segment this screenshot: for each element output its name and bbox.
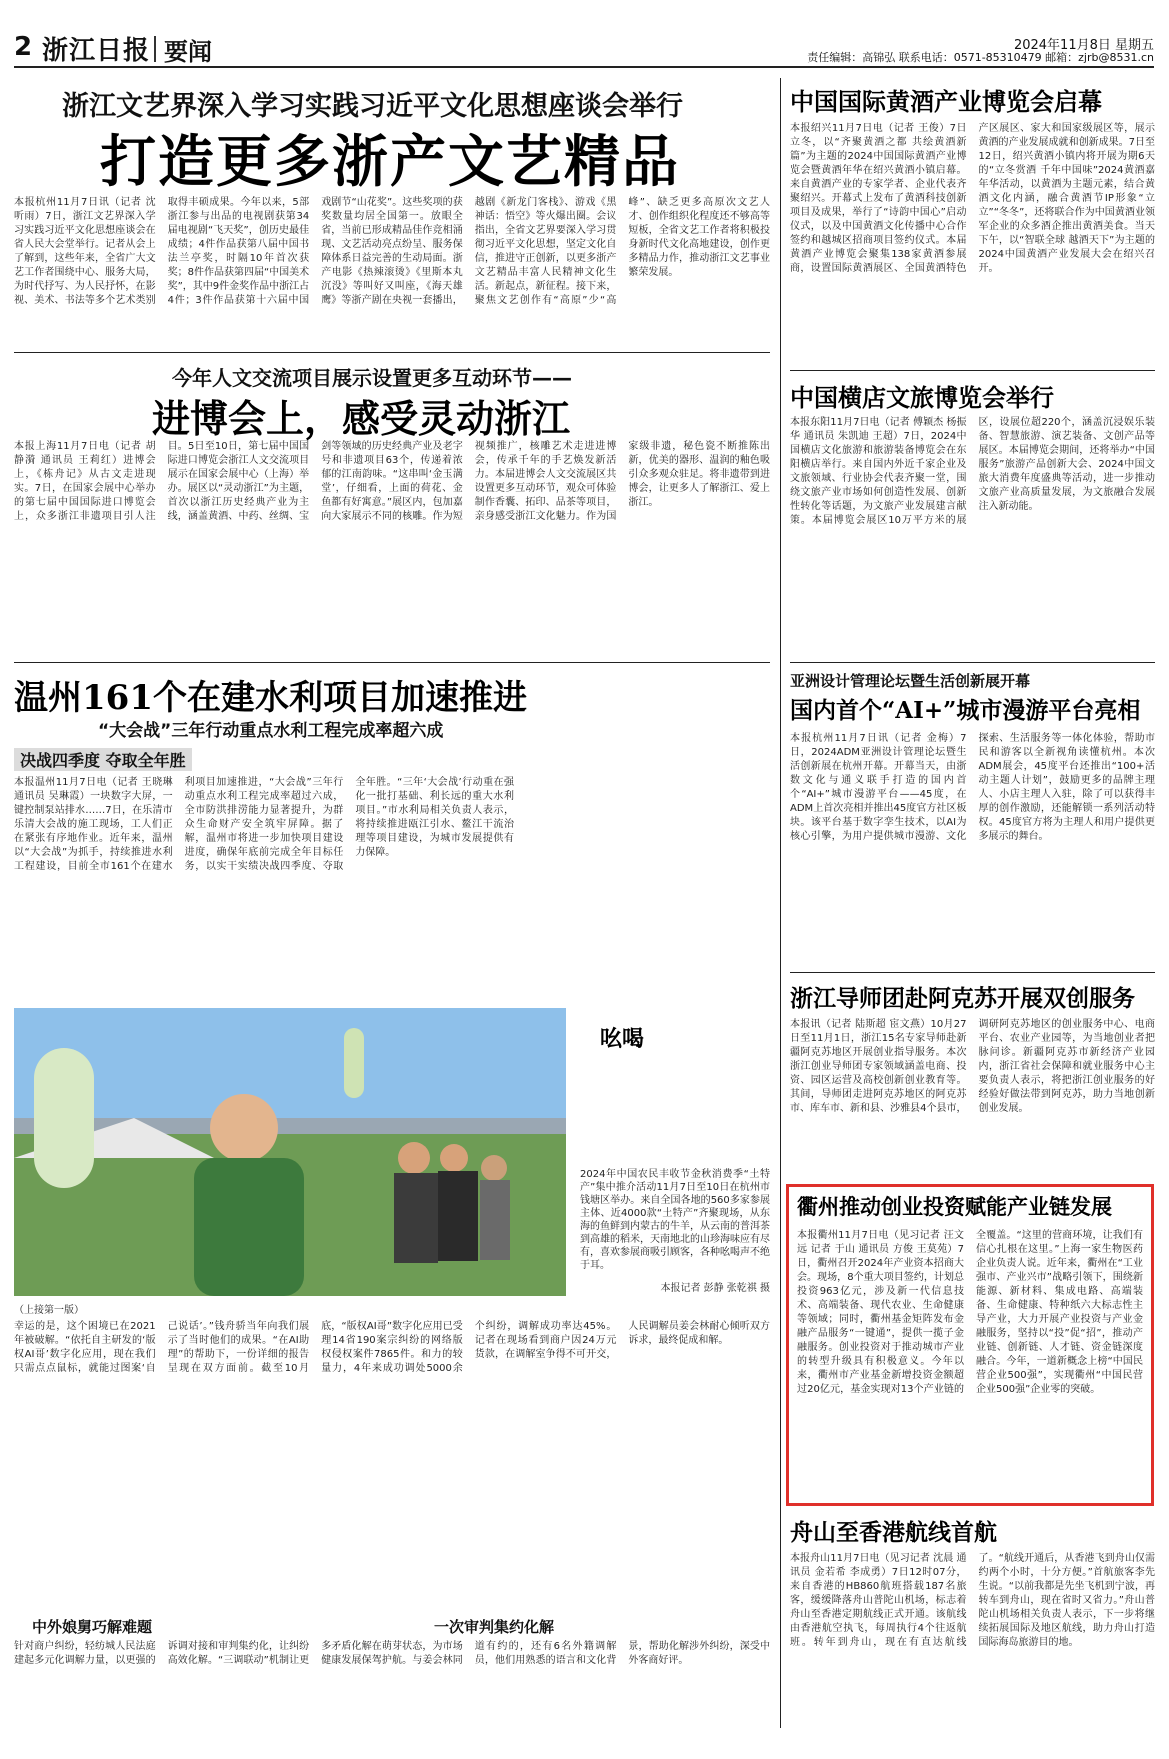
divider [790, 370, 1155, 371]
article-water-tag: 决战四季度 夺取全年胜 [14, 748, 192, 771]
article-quzhou-highlight [786, 1184, 1154, 1506]
photo-title: 吆喝 [600, 1026, 645, 1052]
article-literature-body: 本报杭州11月7日讯（记者 沈听雨）7日，浙江文艺界深入学习实践习近平文化思想座谈会在省人民大会堂举行。记者从会上了解到，这些年来，全省广大文艺工作者围绕中心、服务大局，为时代抒写、为人民抒怀，在影视、美术、书法等多个艺术类别取得丰硕成果。今年以来，5部浙江参与出品的电视剧获第34届电视剧“飞天奖”，创历史最佳成绩；4件作品获第八届中国书法兰亭奖，时隔10年首次获奖；8件作品获第四届“中国美术奖”，其中9件金奖作品中浙江占4件；3件作品获第十六届中国戏剧节“山花奖”。这些奖项的获奖数量均居全国第一。放眼全省，当前已形成精品佳作竞相涌现、文艺活动亮点纷呈、服务保障体系日益完善的生动局面。浙产电影《热辣滚烫》《里斯本丸沉没》等叫好又叫座，《海天雄鹰》等浙产剧在央视一套播出，越剧《新龙门客栈》、游戏《黑神话：悟空》等火爆出圈。会议指出，全省文艺界要深入学习贯彻习近平文化思想，坚定文化自信，推进守正创新，以更多浙产文艺精品丰富人民精神文化生活。新起点，新征程。接下来，聚焦文艺创作有“高原”少“高峰”、缺乏更多高原次文艺人才、创作组织化程度还不够高等短板，全省文艺工作者将积极投身新时代文化高地建设，创作更多精品力作，推动浙江文艺事业繁荣发展。 [14, 197, 770, 306]
article-yellow-wine [790, 78, 1155, 368]
article-dispute-subtitle-1: 中外娘舅巧解难题 [32, 1618, 153, 1636]
article-water-subtitle: “大会战”三年行动重点水利工程完成率超六成 [98, 721, 444, 741]
article-yellow-wine-body: 本报绍兴11月7日电（记者 王俊）7日立冬，以“齐聚黄酒之都 共绘黄酒新篇”为主题的2024中国国际黄酒产业博览会暨黄酒年华在绍兴黄酒小镇启幕。来自黄酒产业的专家学者、企业代表齐聚绍兴。开幕式上发布了黄酒科技创新项目及成果，举行了“诗韵中国心”启动仪式，以及中国黄酒文化传播中心合作签约和越城区招商项目签约仪式。本届黄酒产业博览会聚集138家黄酒参展商，设置国际黄酒展区、全国黄酒特色产区展区、家大和国家级展区等，展示黄酒的产业发展成就和创新成果。7日至12日，绍兴黄酒小镇内将开展为期6天的“立冬赏酒 千年中国味”2024黄酒嘉年华活动，以黄酒为主题元素，结合黄酒文化内涵，融合黄酒节IP形象“立立”“冬冬”，还将联合作为中国黄酒业领军企业的众多酒企推出黄酒美食。当天下午，以“智联全球 越酒天下”为主题的2024中国黄酒产业发展大会在绍兴召开。 [790, 123, 1155, 274]
article-literature-title: 打造更多浙产文艺精品 [100, 129, 680, 195]
article-ai-platform-kicker: 亚洲设计管理论坛暨生活创新展开幕 [790, 672, 1031, 690]
divider [14, 662, 770, 663]
article-expo [14, 358, 770, 658]
article-water [14, 668, 770, 998]
article-yellow-wine-title: 中国国际黄酒产业博览会启幕 [790, 87, 1102, 116]
article-zhoushan-body: 本报舟山11月7日电（见习记者 沈晨 通讯员 金若希 李成勇）7日12时07分，来自香港的HB860航班搭载187名旅客，缓缓降落舟山普陀山机场，标志着舟山至香港定期航线正式开通。该航线由香港航空执飞，每周执行4个往返航班。转年到舟山，现在有直达航线了。“航线开通后，从香港飞到舟山仅需约两个小时，十分方便。”首航旅客李先生说。“以前我都是先坐飞机到宁波，再转车到舟山，现在省时又省力。”舟山普陀山机场相关负责人表示，下一步将继续拓展国际及地区航线，助力舟山打造国际海岛旅游目的地。 [790, 1553, 1155, 1648]
masthead [14, 30, 1154, 68]
article-water-body: 本报温州11月7日电（记者 王晓琳 通讯员 吴琳霞）一块数字大屏，一键控制泵站排水……7日，在乐清市乐清大会战的施工现场，工人们正在紧张有序地作业。近年来，温州以“大会战”为抓手，持续推进水利工程建设，目前全市161个在建水利项目加速推进，“大会战”三年行动重点水利工程完成率超过六成，全市防洪排涝能力显著提升，为群众生命财产安全筑牢屏障。据了解，温州市将进一步加快项目建设进度，确保年底前完成全年目标任务，以实干实绩决战四季度、夺取全年胜。“三年‘大会战’行动重在强化一批打基础、利长远的重大水利项目。”市水利局相关负责人表示，将持续推进瓯江引水、鳌江干流治理等项目建设，为城市发展提供有力保障。 [14, 777, 514, 872]
paper-name: 浙江日报 [42, 36, 151, 66]
article-hengdian-body: 本报东阳11月7日电（记者 傅颖杰 杨振华 通讯员 朱凯迪 王超）7日，2024中国横店文化旅游和旅游装备博览会在东阳横店举行。来自国内外近千家企业及文旅领域、行业协会代表齐聚一堂，围绕文旅产业市场如何创造性发展、创新性转化等话题，为文旅产业发展建言献策。本届博览会展区10万平方米的展区，设展位超220个，涵盖沉浸娱乐装备、智慧旅游、演艺装备、文创产品等展区。本届博览会期间，还将举办“中国服务”旅游产品创新大会、2024中国文旅大消费年度盛典等活动，进一步推动文旅产业高质量发展，为文旅融合发展注入新动能。 [790, 417, 1155, 526]
column-divider [780, 78, 781, 1728]
article-dispute [14, 1304, 770, 1724]
article-zhoushan [790, 1512, 1155, 1724]
editor-info: 责任编辑：高锦弘 联系电话：0571-85310479 邮箱：zjrb@8531.cn [807, 51, 1154, 64]
article-literature [14, 78, 770, 348]
divider [790, 972, 1155, 973]
article-water-title: 温州161个在建水利项目加速推进 [14, 678, 527, 718]
article-quzhou-body: 本报衢州11月7日电（见习记者 汪文远 记者 于山 通讯员 方俊 王莫苑）7日，衢州召开2024年产业资本招商大会。现场，8个重大项目签约，计划总投资963亿元，涉及新一代信息技术、高端装备、现代农业、生命健康等领域；同时，衢州基金矩阵发布金融产品服务“一键通”，提供一揽子金融服务。创业投资对于推动城市产业的转型升级具有积极意义。今年以来，衢州市产业基金新增投资金额超过20亿元，基金实现对13个产业链的全覆盖。“这里的营商环境，让我们有信心扎根在这里。”上海一家生物医药企业负责人说。近年来，衢州在“工业强市、产业兴市”战略引领下，围绕新能源、新材料、集成电路、高端装备、生命健康、特种纸六大标志性主导产业，大力开展产业投资与产业金融服务，坚持以“投”促“招”，推动产业链、创新链、人才链、资金链深度融合。今年，一道新概念上榜“中国民营企业500强”，实现衢州“中国民营企业500强”企业零的突破。 [797, 1230, 1143, 1395]
article-dispute-body-2: 针对商户纠纷，轻纺城人民法庭建起多元化调解力量，以更强的诉调对接和审判集约化，让纠纷高效化解。“三调联动”机制让更多矛盾化解在萌芽状态，为市场健康发展保驾护航。与姜会林同道有约的，还有6名外籍调解员，他们用熟悉的语言和文化背景，帮助化解涉外纠纷，深受中外客商好评。 [14, 1641, 770, 1666]
issue-date: 2024年11月8日 星期五 [1013, 38, 1154, 53]
article-expo-title: 进博会上，感受灵动浙江 [152, 396, 571, 441]
article-hengdian [790, 376, 1155, 658]
photo-credit: 本报记者 彭静 张乾祺 摄 [660, 1283, 770, 1294]
divider [14, 352, 770, 353]
article-expo-kicker: 今年人文交流项目展示设置更多互动环节—— [172, 366, 572, 390]
masthead-separator [154, 36, 156, 62]
article-dispute-kicker: （上接第一版） [14, 1305, 84, 1316]
article-ai-platform-title: 国内首个“AI+”城市漫游平台亮相 [790, 697, 1141, 724]
photo-caption: 2024年中国农民丰收节金秋消费季“土特产”集中推介活动11月7日至10日在杭州市钱塘区举办。来自全国各地的560多家参展主体、近4000款“土特产”齐聚现场，从东海的鱼鲜到内蒙古的牛羊，从云南的普洱茶到高雄的稻米，天南地北的山珍海味应有尽有，喜欢参展商吸引顾客，各种吆喝声不绝于耳。 [580, 1169, 770, 1271]
article-dispute-subtitle-2: 一次审判集约化解 [434, 1618, 555, 1636]
article-quzhou-title: 衢州推动创业投资赋能产业链发展 [797, 1194, 1112, 1219]
photo-scene [14, 1008, 566, 1296]
article-expo-body: 本报上海11月7日电（记者 胡静漪 通讯员 王莉红）进博会上，《栋舟记》从古文走进现实。7日，在国家会展中心举办的第七届中国国际进口博览会上，众多浙江非遗项目引人注目。5日至10日，第七届中国国际进口博览会浙江人文交流项目展示在国家会展中心（上海）举办。展区以“灵动浙江”为主题，首次以浙江历史经典产业为主线，涵盖黄酒、中药、丝绸、宝剑等领域的历史经典产业及老字号和非遗项目63个，传递着浓郁的江南韵味。“这串叫‘金玉满堂’，仔细看，上面的荷花、金鱼都有好寓意。”展区内，包加嘉向大家展示不同的核雕。作为短视频推广，核雕艺术走进进博会，传承千年的手艺焕发新活力。本届进博会人文交流展区共设置更多互动环节，观众可体验制作香囊、拓印、品茶等项目，亲身感受浙江文化魅力。作为国家级非遗，秘色瓷不断推陈出新，优美的器形、温润的釉色吸引众多观众驻足。将非遗带到进博会，让更多人了解浙江、爱上浙江。 [14, 441, 770, 522]
article-aksu-title: 浙江导师团赴阿克苏开展双创服务 [790, 985, 1135, 1012]
article-ai-platform-body: 本报杭州11月7日讯（记者 金梅）7日，2024ADM亚洲设计管理论坛暨生活创新展在杭州开幕。开幕当天，由浙数文化与通义联手打造的国内首个“AI+”城市漫游平台——45度，在ADM上首次亮相并推出45度官方社区板块。该平台基于数字孪生技术，以AI为核心引擎，为用户提供城市漫游、文化探索、生活服务等一体化体验，帮助市民和游客以全新视角读懂杭州。本次ADM展会，45度平台还推出“100+活动主题人计划”，鼓励更多的品牌主理人、小店主理人入驻，除了可以获得丰厚的创作激励，还能解锁一系列活动特权。45度官方将为主理人和用户提供更多展示的舞台。 [790, 733, 1155, 842]
article-dispute-body: 幸运的是，这个困境已在2021年被破解。“依托自主研发的‘版权AI哥’数字化应用，现在我们只需点点鼠标，就能过图案‘自己说话’。”钱舟骄当年向我们展示了当时他们的成果。“在AI助理”的帮助下，一份详细的报告呈现在双方面前。截至10月底，“版权AI哥”数字化应用已受理14省190案宗纠纷的网络版权侵权案件7865件。和力的较量力，4年来成功调处5000余个纠纷，调解成功率达45%。记者在现场看到商户因24万元货款，在调解室争得不可开交，人民调解员姜会林耐心倾听双方诉求，最终促成和解。 [14, 1321, 770, 1374]
article-literature-kicker: 浙江文艺界深入学习实践习近平文化思想座谈会举行 [62, 91, 683, 122]
page-number: 2 [14, 32, 33, 62]
article-ai-platform [790, 668, 1155, 968]
divider [790, 662, 1155, 663]
photo-harvest-festival [14, 1008, 566, 1296]
article-aksu [790, 978, 1155, 1178]
section-name: 要闻 [164, 38, 212, 66]
article-zhoushan-title: 舟山至香港航线首航 [790, 1519, 997, 1546]
article-aksu-body: 本报讯（记者 陆斯超 宦文燕）10月27日至11月1日，浙江15名专家导师赴新疆阿克苏地区开展创业指导服务。本次浙江创业导师团专家领域涵盖电商、投资、园区运营及高校创新创业教育等。其间，导师团走进阿克苏地区的阿克苏市、库车市、新和县、沙雅县4个县市，调研阿克苏地区的创业服务中心、电商平台、农业产业园等，为当地创业者把脉问诊。新疆阿克苏市新经济产业园内，浙江省社会保障和就业服务中心主要负责人表示，将把浙江创业服务的好经验好做法带到阿克苏，助力当地创新创业发展。 [790, 1019, 1155, 1114]
article-hengdian-title: 中国横店文旅博览会举行 [790, 383, 1054, 412]
